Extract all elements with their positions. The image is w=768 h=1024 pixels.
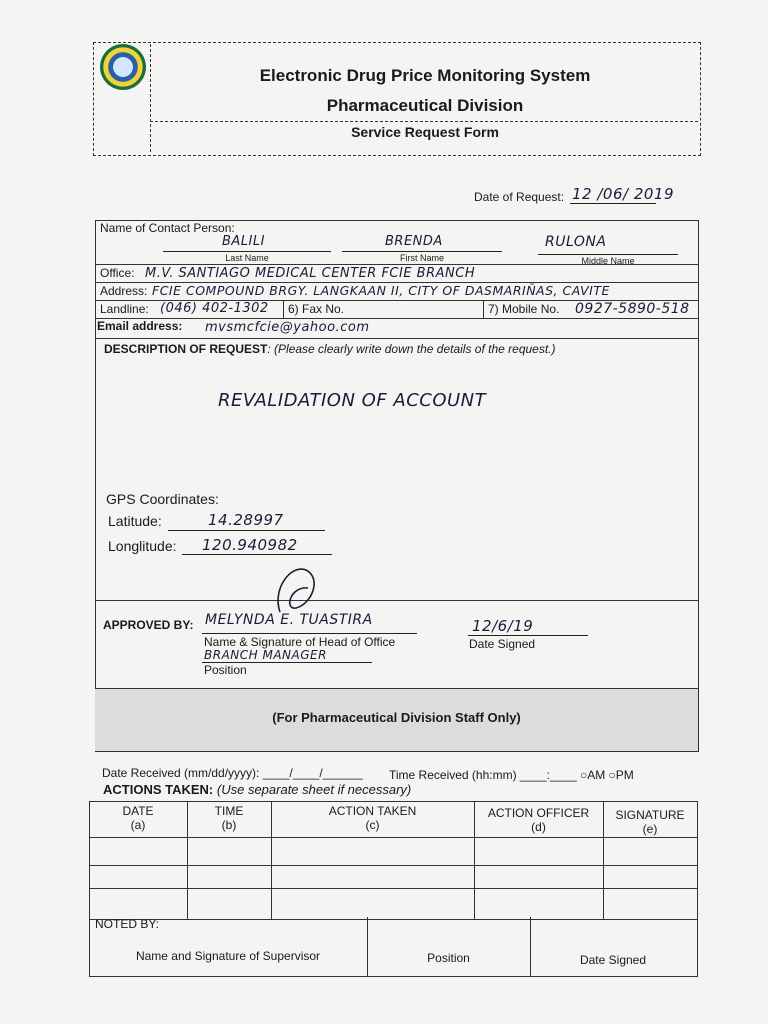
first-name-line [342, 251, 502, 252]
longitude-label: Longlitude: [108, 538, 177, 554]
date-of-request-line [570, 203, 656, 204]
gps-label: GPS Coordinates: [106, 491, 219, 507]
col-divider [530, 917, 531, 977]
approved-by-label: APPROVED BY: [103, 618, 194, 632]
table-row-divider [89, 888, 697, 889]
form-name: Service Request Form [351, 124, 499, 140]
position-caption: Position [204, 663, 247, 677]
column-code: (e) [642, 822, 658, 836]
header-title: Electronic Drug Price Monitoring System [259, 66, 591, 85]
col-divider [367, 917, 368, 977]
actions-title: ACTIONS TAKEN: [103, 782, 214, 797]
row-divider [95, 318, 698, 319]
column-code: (a) [130, 818, 146, 832]
column-title: ACTION OFFICER [487, 806, 590, 820]
last-name-line [163, 251, 331, 252]
latitude-label: Latitude: [108, 513, 162, 529]
office-label: Office: [100, 266, 135, 280]
column-code: (d) [531, 820, 546, 834]
office-value: M.V. SANTIAGO MEDICAL CENTER FCIE BRANCH [145, 266, 476, 281]
email-label: Email address: [97, 319, 183, 333]
supervisor-position-caption: Position [427, 951, 470, 965]
longitude-value: 120.940982 [202, 536, 298, 554]
time-received-label: Time Received (hh:mm) ____:____ ○AM ○PM [389, 768, 634, 782]
staff-only-label: (For Pharmaceutical Division Staff Only) [272, 710, 521, 725]
supervisor-date-caption: Date Signed [579, 953, 647, 967]
approver-name-value: MELYNDA E. TUASTIRA [205, 612, 373, 628]
row-divider [95, 338, 698, 339]
description-hint: : (Please clearly write down the details of the request.) [267, 342, 556, 356]
column-title: ACTION TAKEN [328, 804, 417, 818]
government-seal-logo [100, 44, 146, 90]
date-of-request-label: Date of Request: [474, 190, 565, 204]
row-divider [95, 600, 698, 601]
last-name-value: BALILI [222, 234, 265, 249]
fax-label: 6) Fax No. [288, 302, 345, 316]
description-value: REVALIDATION OF ACCOUNT [218, 390, 487, 411]
column-code: (c) [365, 818, 380, 832]
col-divider [283, 300, 284, 318]
actions-label [103, 782, 411, 797]
column-code: (b) [221, 818, 237, 832]
date-received-label: Date Received (mm/dd/yyyy): ____/____/______ [102, 766, 363, 780]
column-header-action-taken [271, 804, 474, 832]
landline-label: Landline: [100, 302, 149, 316]
mobile-label: 7) Mobile No. [488, 302, 560, 316]
column-header-time [187, 804, 271, 832]
table-row-divider [89, 837, 697, 838]
description-label [104, 342, 556, 356]
noted-by-box [89, 917, 698, 977]
latitude-line [168, 530, 325, 531]
date-signed-line [468, 635, 588, 636]
header-horizontal-divider [150, 121, 698, 122]
mobile-value: 0927-5890-518 [575, 301, 690, 317]
supervisor-caption: Name and Signature of Supervisor [135, 949, 321, 963]
column-title: DATE [122, 804, 154, 818]
first-name-caption: First Name [399, 253, 444, 263]
actions-hint: (Use separate sheet if necessary) [216, 782, 412, 797]
approver-name-caption: Name & Signature of Head of Office [204, 635, 396, 649]
position-value: BRANCH MANAGER [204, 648, 327, 662]
row-divider [95, 264, 698, 265]
longitude-line [182, 554, 332, 555]
contact-person-label: Name of Contact Person: [100, 221, 235, 235]
date-signed-caption: Date Signed [469, 637, 536, 651]
middle-name-caption: Middle Name [581, 256, 635, 266]
landline-value: (046) 402-1302 [160, 301, 269, 316]
column-header-date [89, 804, 187, 832]
address-label: Address: [100, 284, 148, 298]
description-title: DESCRIPTION OF REQUEST [104, 342, 268, 356]
address-value: FCIE COMPOUND BRGY. LANGKAAN II, CITY OF DASMARIÑAS, CAVITE [152, 283, 610, 298]
approver-name-line [202, 633, 417, 634]
last-name-caption: Last Name [225, 253, 269, 263]
approver-signature [268, 560, 328, 620]
column-header-action-officer [474, 806, 603, 834]
col-divider [483, 300, 484, 318]
middle-name-line [538, 254, 678, 255]
latitude-value: 14.28997 [208, 511, 284, 529]
email-value: mvsmcfcie@yahoo.com [205, 320, 370, 335]
first-name-value: BRENDA [385, 234, 443, 249]
column-title: SIGNATURE [615, 808, 685, 822]
date-signed-value: 12/6/19 [472, 617, 534, 635]
header-subtitle: Pharmaceutical Division [326, 96, 524, 115]
table-row-divider [89, 865, 697, 866]
noted-by-label: NOTED BY: [95, 917, 160, 931]
middle-name-value: RULONA [545, 234, 607, 250]
date-of-request-value: 12 /06/ 2019 [572, 185, 674, 203]
column-title: TIME [214, 804, 244, 818]
column-header-signature [603, 808, 697, 836]
